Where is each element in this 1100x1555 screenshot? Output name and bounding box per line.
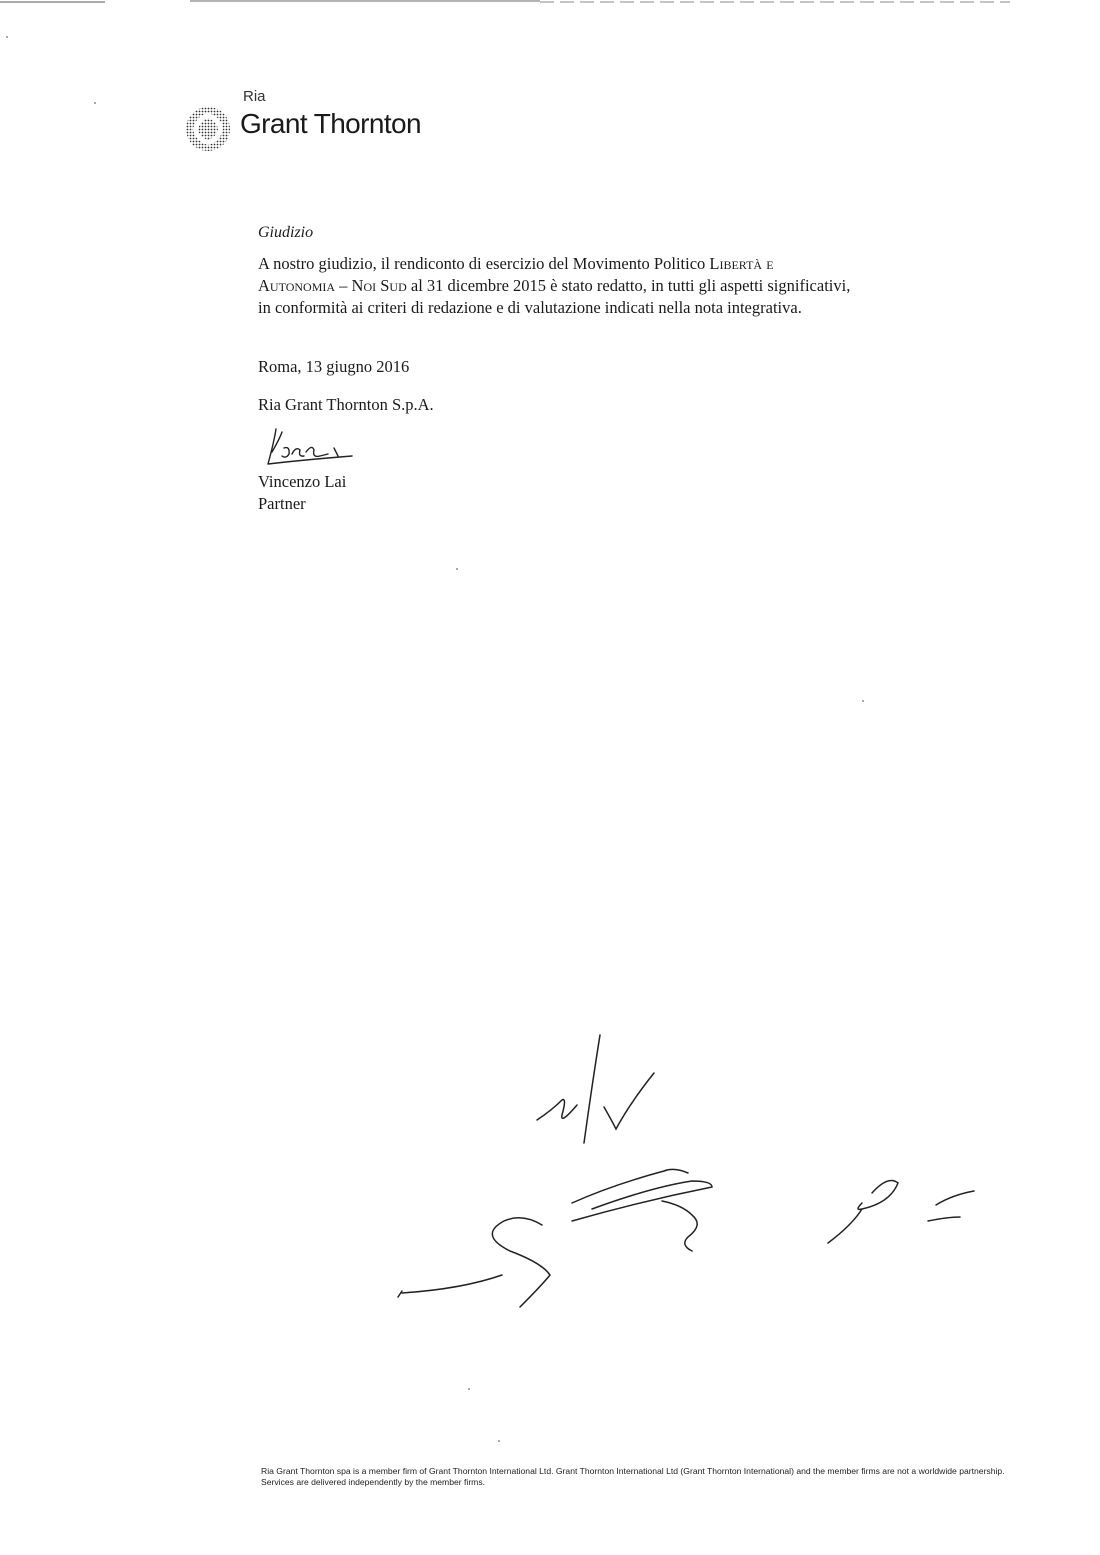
handwritten-initials: [392, 1025, 992, 1315]
scan-artifact-top: [0, 0, 1100, 8]
scan-speck: [862, 700, 864, 702]
party-name-part-1: Libertà e: [709, 254, 774, 273]
paragraph-line-2: [258, 275, 978, 297]
paragraph-line-1: [258, 253, 978, 275]
grant-thornton-logo-icon: [183, 104, 233, 154]
company-logo: [183, 88, 463, 154]
paragraph-line-3: in conformità ai criteri di redazione e di valutazione indicati nella nota integrativa.: [258, 298, 802, 317]
signer-role: Partner: [258, 494, 306, 513]
scan-speck: [456, 568, 458, 570]
page-footer: [261, 1466, 1005, 1488]
party-name-part-2: Autonomia – Noi Sud: [258, 276, 407, 295]
signer-name: Vincenzo Lai: [258, 472, 347, 491]
logo-text-ria: Ria: [243, 88, 266, 105]
scan-speck: [468, 1388, 470, 1390]
logo-text-grant-thornton: Grant Thornton: [240, 108, 421, 139]
scan-speck: [94, 102, 96, 104]
firm-name: Ria Grant Thornton S.p.A.: [258, 395, 434, 414]
footer-line-1: Ria Grant Thornton spa is a member firm of Grant Thornton International Ltd. Grant Thornton International Ltd (Grant Thornton International) and the member firms are not a worldwide partnership.: [261, 1466, 1005, 1476]
scan-speck: [498, 1440, 500, 1442]
section-heading: Giudizio: [258, 224, 314, 241]
opinion-section: [258, 222, 978, 515]
paragraph-text-2: al 31 dicembre 2015 è stato redatto, in tutti gli aspetti significativi,: [406, 276, 851, 295]
scan-speck: [6, 36, 8, 38]
handwritten-signature: [262, 426, 362, 470]
place-date: Roma, 13 giugno 2016: [258, 357, 410, 376]
opinion-paragraph: [258, 253, 978, 319]
footer-line-2: Services are delivered independently by the member firms.: [261, 1477, 486, 1487]
paragraph-text-1: A nostro giudizio, il rendiconto di esercizio del Movimento Politico: [258, 254, 710, 273]
